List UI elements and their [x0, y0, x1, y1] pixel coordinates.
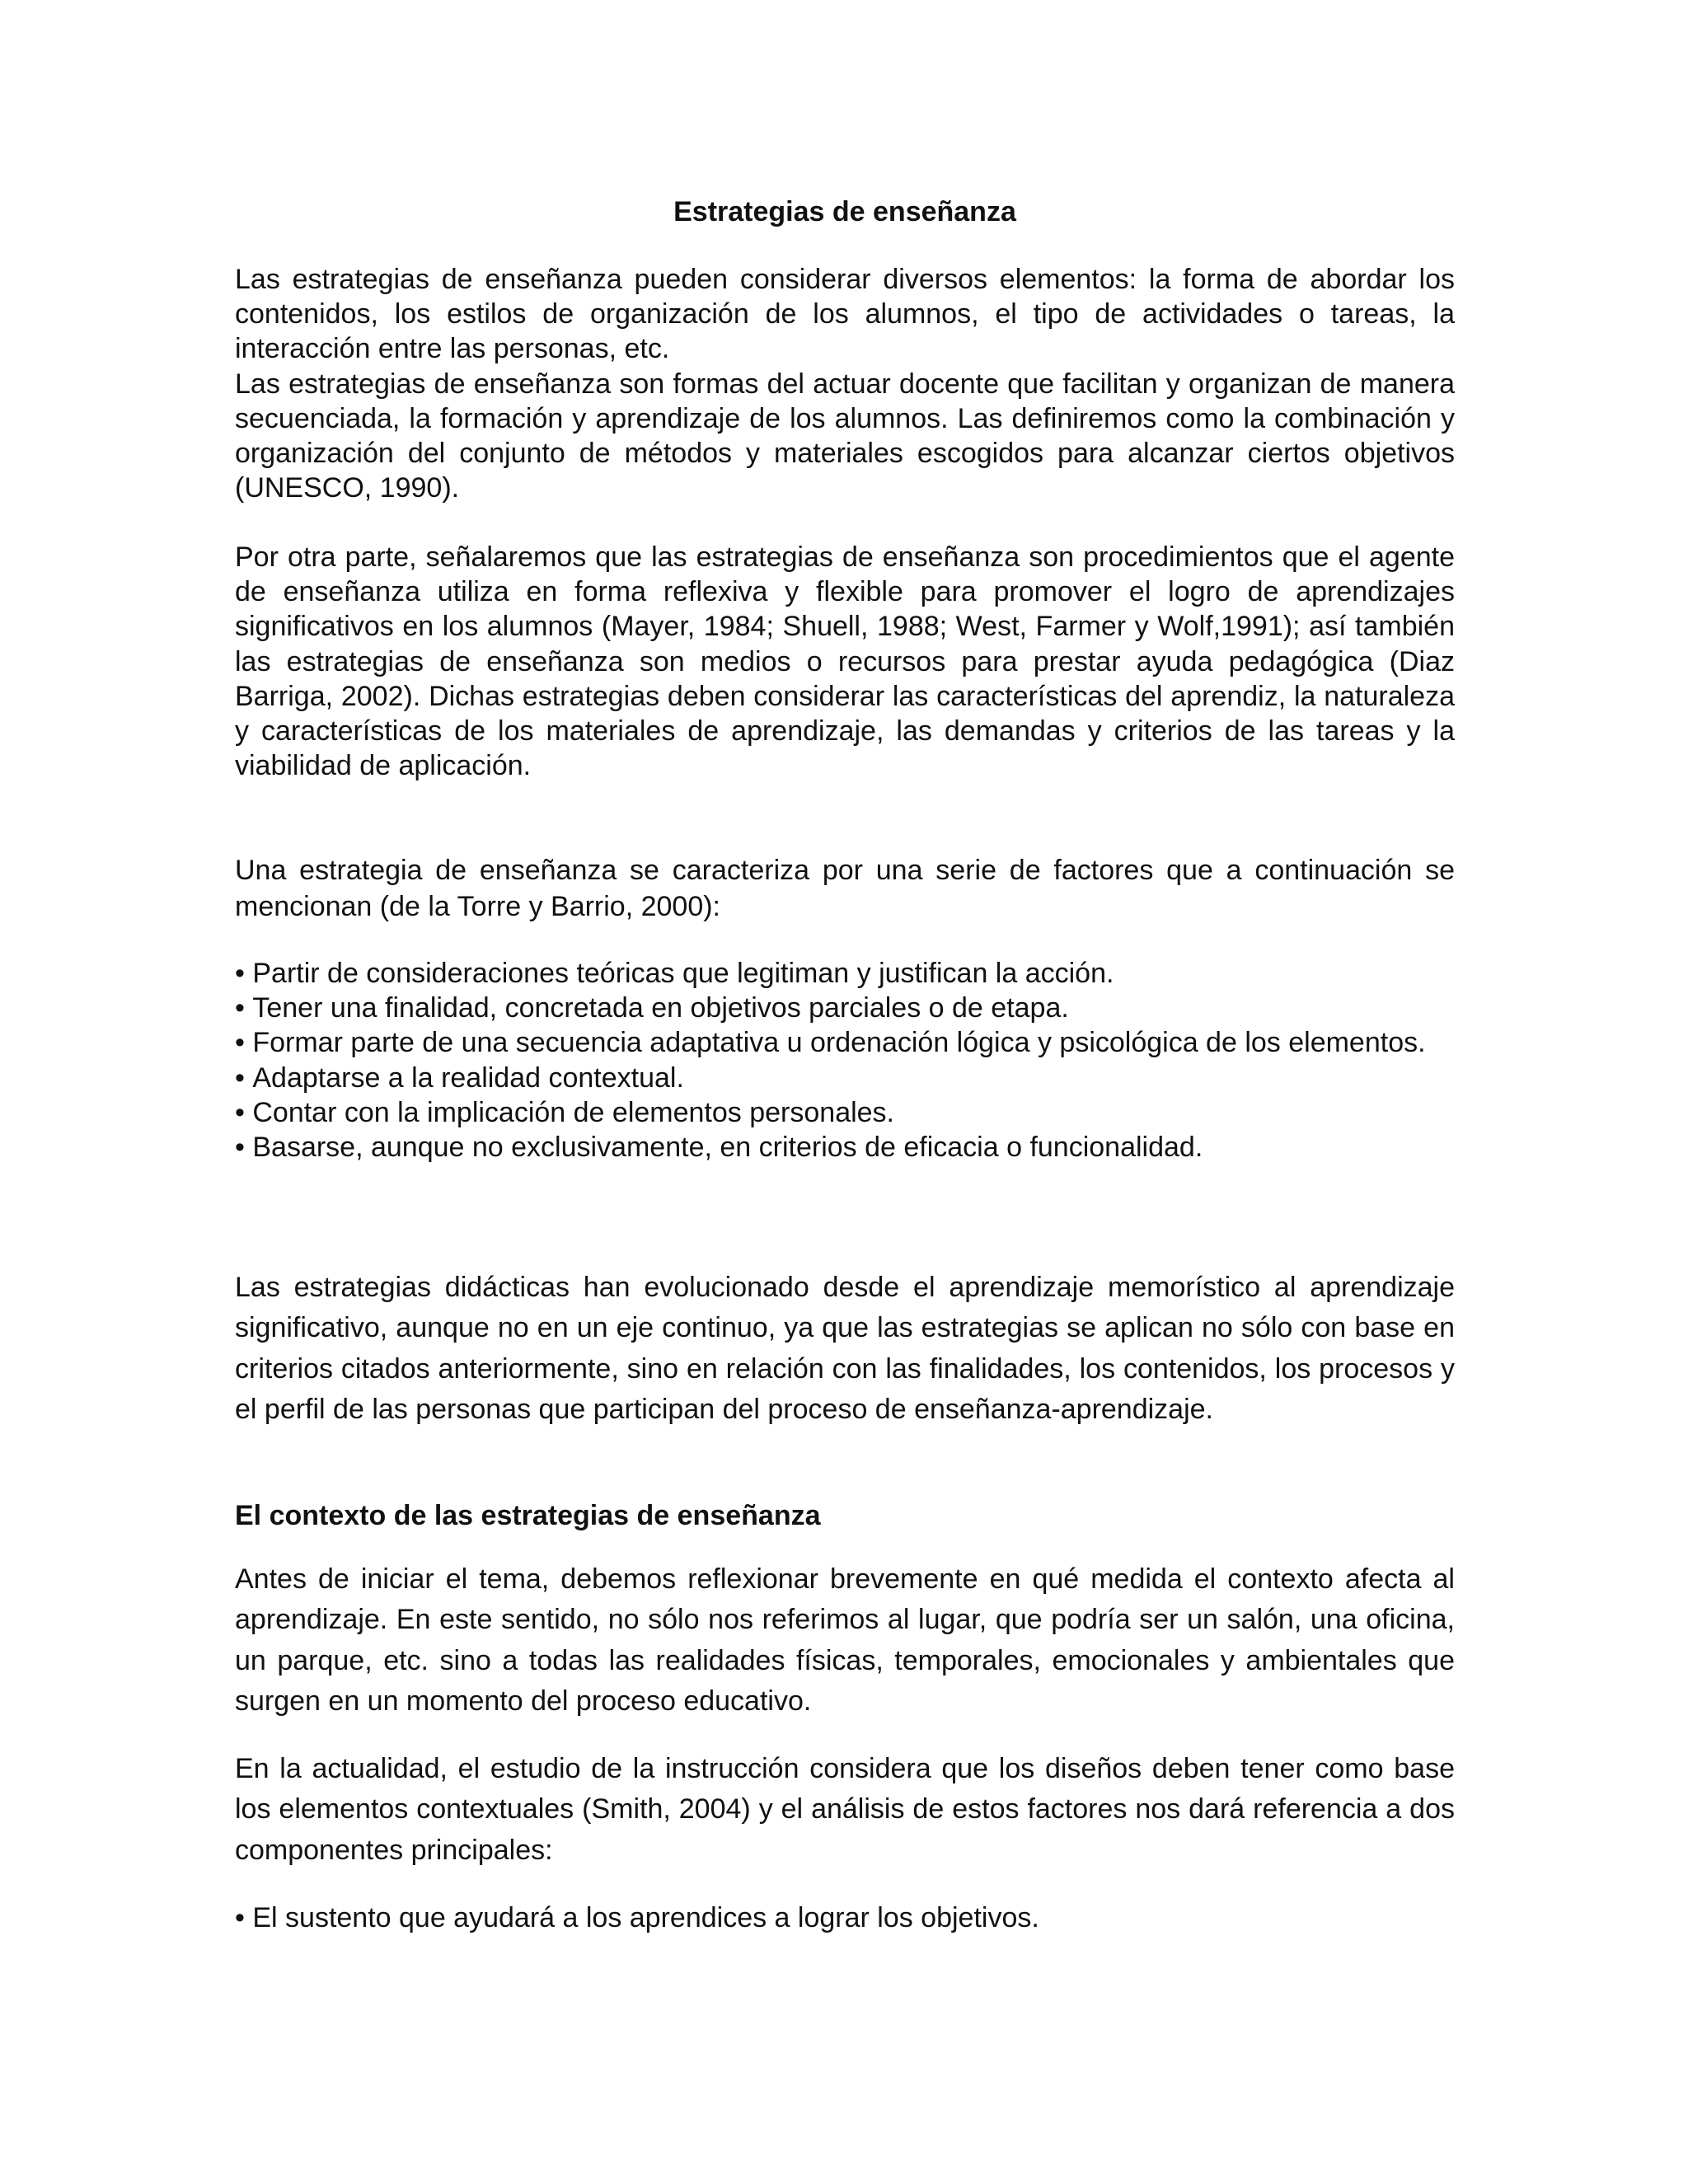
list-item: • Basarse, aunque no exclusivamente, en criterios de eficacia o funcionalidad. — [235, 1130, 1455, 1165]
paragraph-contexto: Antes de iniciar el tema, debemos reflexionar brevemente en qué medida el contexto afecta al aprendizaje. En este sentido, no sólo nos referimos al lugar, que podría ser un salón, una oficina, un parque, etc. sino a todas las realidades físicas, temporales, emocionales y ambientales que surgen en un momento del proceso educativo. — [235, 1563, 1455, 1718]
section-heading-contexto: El contexto de las estrategias de enseñanza — [235, 1500, 821, 1531]
list-item: • Formar parte de una secuencia adaptativa u ordenación lógica y psicológica de los elementos. — [235, 1025, 1455, 1060]
paragraph-didacticas: Las estrategias didácticas han evolucionado desde el aprendizaje memorístico al aprendizaje significativo, aunque no en un eje continuo, ya que las estrategias se aplican no sólo con base en criterios citados anteriormente, sino en relación con las finalidades, los contenidos, los procesos y el perfil de las personas que participan del proceso de enseñanza-aprendizaje. — [235, 1272, 1455, 1426]
paragraph-otra-parte: Por otra parte, señalaremos que las estrategias de enseñanza son procedimientos que el agente de enseñanza utiliza en forma reflexiva y flexible para promover el logro de aprendizajes significativos en los alumnos (Mayer, 1984; Shuell, 1988; West, Farmer y Wolf,1991); así también las estrategias de enseñanza son medios o recursos para prestar ayuda pedagógica (Diaz Barriga, 2002). Dichas estrategias deben considerar las características del aprendiz, la naturaleza y características de los materiales de aprendizaje, las demandas y criterios de las tareas y la viabilidad de aplicación. — [235, 541, 1455, 782]
paragraph-factores-intro: Una estrategia de enseñanza se caracteriza por una serie de factores que a continuación se mencionan (de la Torre y Barrio, 2000): — [235, 855, 1455, 922]
list-item: • El sustento que ayudará a los aprendices a lograr los objetivos. — [235, 1900, 1455, 1935]
list-item: • Tener una finalidad, concretada en objetivos parciales o de etapa. — [235, 991, 1455, 1025]
paragraph-actualidad: En la actualidad, el estudio de la instrucción considera que los diseños deben tener como base los elementos contextuales (Smith, 2004) y el análisis de estos factores nos dará referencia a dos componentes principales: — [235, 1753, 1455, 1866]
intro-paragraph-2: Las estrategias de enseñanza son formas del actuar docente que facilitan y organizan de manera secuenciada, la formación y aprendizaje de los alumnos. Las definiremos como la combinación y organización del conjunto de métodos y materiales escogidos para alcanzar ciertos objetivos (UNESCO, 1990). — [235, 368, 1455, 504]
list-item: • Partir de consideraciones teóricas que legitiman y justifican la acción. — [235, 956, 1455, 991]
intro-paragraph-1: Las estrategias de enseñanza pueden considerar diversos elementos: la forma de abordar los contenidos, los estilos de organización de los alumnos, el tipo de actividades o tareas, la interacción entre las personas, etc. — [235, 264, 1455, 365]
document-title: Estrategias de enseñanza — [673, 196, 1016, 227]
componentes-list — [235, 1900, 1455, 1935]
list-item: • Adaptarse a la realidad contextual. — [235, 1061, 1455, 1095]
intro-section — [235, 262, 1455, 505]
list-item: • Contar con la implicación de elementos personales. — [235, 1095, 1455, 1130]
factores-list — [235, 956, 1455, 1165]
